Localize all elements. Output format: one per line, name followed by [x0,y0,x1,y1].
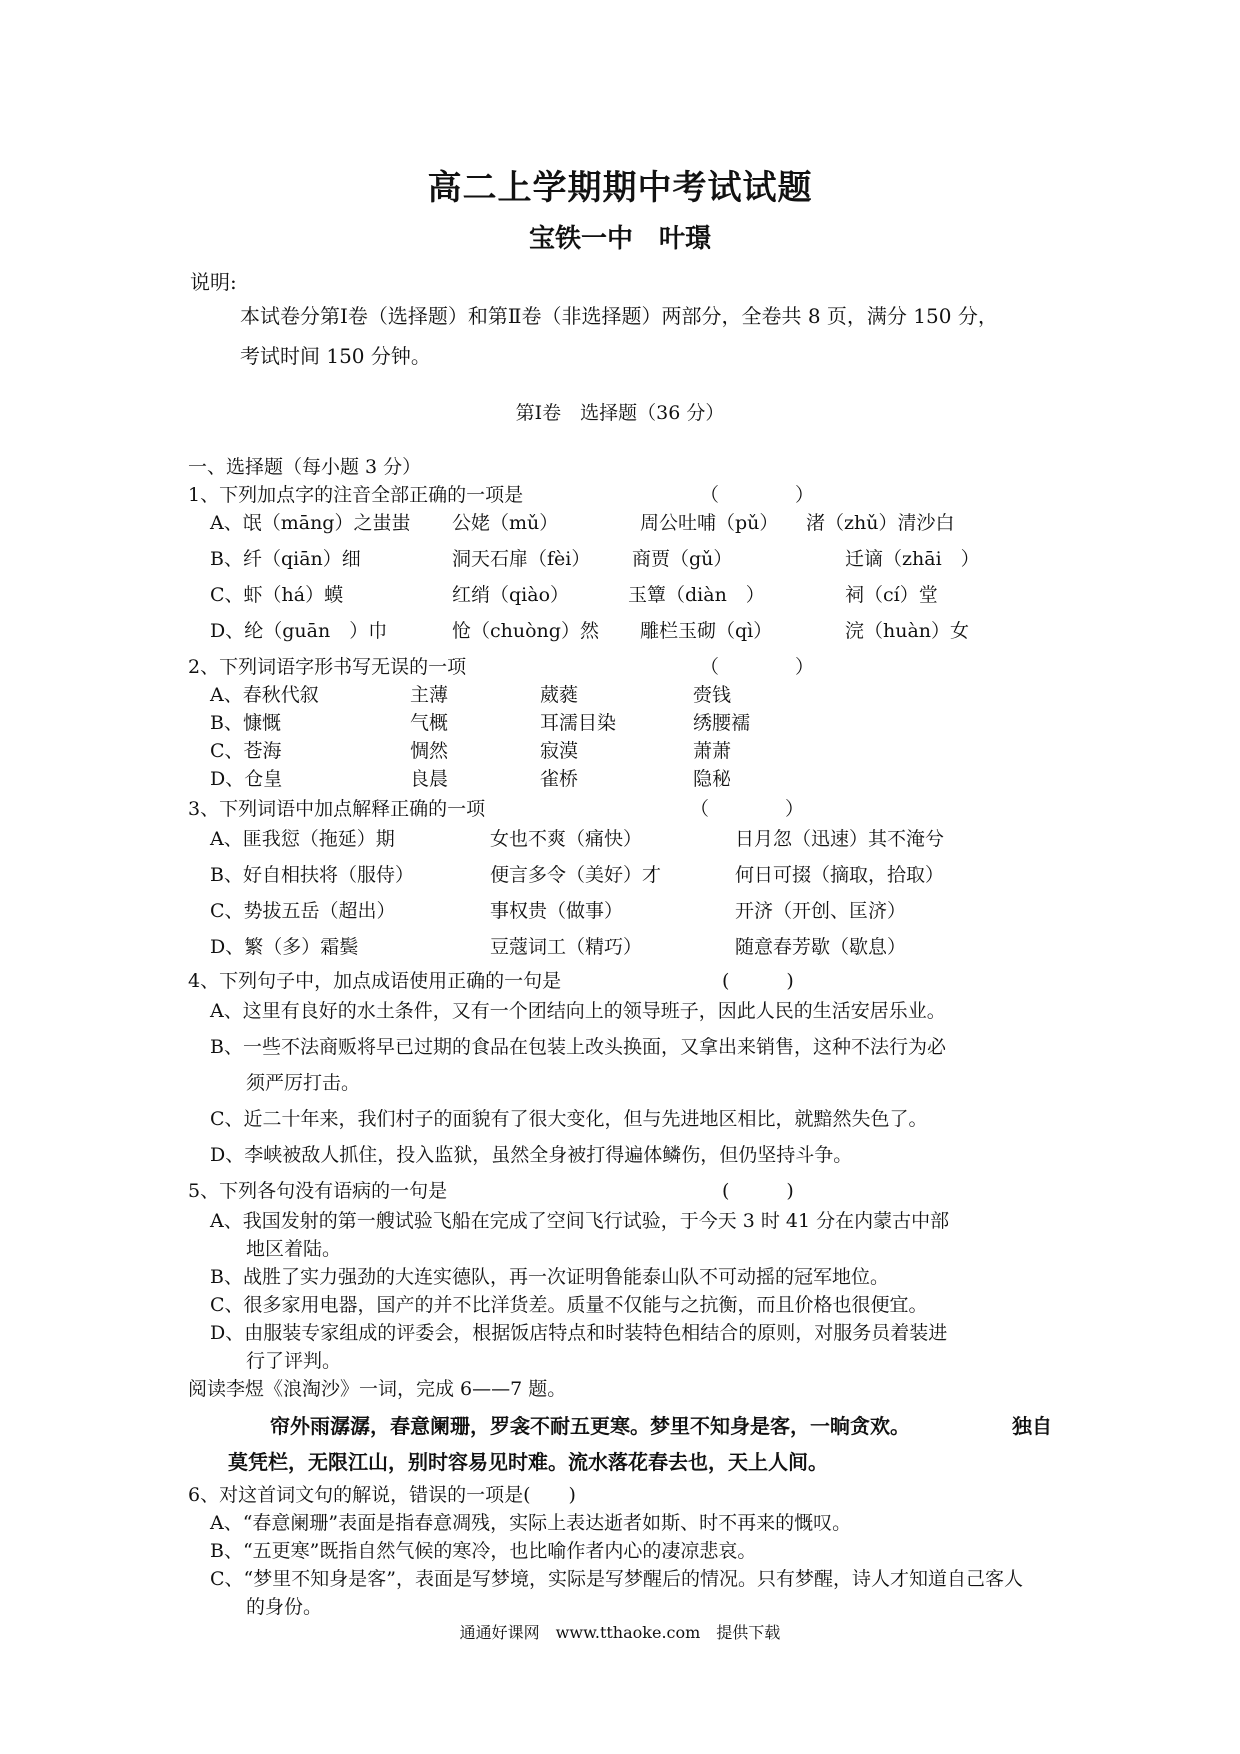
q3-option-a-3: 日月忽（迅速）其不淹兮 [735,828,945,850]
q1-answer-blank: （ ） [700,484,815,506]
q1-option-b-1: B、纤（qiān）细 [210,548,361,570]
q3-stem: 3、下列词语中加点解释正确的一项 [188,798,486,820]
q3-option-c-2: 事权贵（做事） [490,900,624,922]
q4-stem: 4、下列句子中，加点成语使用正确的一句是 [188,970,562,992]
q1-option-a-4: 渚（zhǔ）清沙白 [806,512,955,534]
q1-option-d-4: 浣（huàn）女 [845,620,970,642]
q3-option-b-1: B、好自相扶将（服侍） [210,864,414,886]
q5-option-b: B、战胜了实力强劲的大连实德队，再一次证明鲁能泰山队不可动摇的冠军地位。 [210,1266,889,1288]
q2-option-d-2: 良晨 [410,768,449,790]
q1-option-a-1: A、氓（māng）之蚩蚩 [210,512,411,534]
q3-option-c-1: C、势拔五岳（超出） [210,900,396,922]
q6-option-b: B、“五更寒”既指自然气候的寒冷，也比喻作者内心的凄凉悲哀。 [210,1540,757,1562]
q5-stem: 5、下列各句没有语病的一句是 [188,1180,448,1202]
q3-option-b-2: 便言多令（美好）才 [490,864,662,886]
reading-intro: 阅读李煜《浪淘沙》一词，完成 6——7 题。 [188,1378,567,1400]
q2-stem: 2、下列词语字形书写无误的一项 [188,656,467,678]
footer-credit: 通通好课网 www.tthaoke.com 提供下载 [459,1623,781,1642]
q4-option-d: D、李峡被敌人抓住，投入监狱，虽然全身被打得遍体鳞伤，但仍坚持斗争。 [210,1144,853,1166]
q1-stem: 1、下列加点字的注音全部正确的一项是 [188,484,524,506]
q1-option-d-1: D、纶（guān ）巾 [210,620,388,642]
q2-option-d-4: 隐秘 [693,768,732,790]
q2-option-c-2: 惆然 [410,740,449,762]
q2-answer-blank: （ ） [700,656,815,678]
q2-option-b-4: 绣腰襦 [693,712,751,734]
q6-option-a: A、“春意阑珊”表面是指春意凋残，实际上表达逝者如斯、时不再来的慨叹。 [210,1512,852,1534]
instructions-label: 说明: [190,270,237,294]
q2-option-b-1: B、慷慨 [210,712,281,734]
q3-option-c-3: 开济（开创、匡济） [735,900,907,922]
q1-option-d-2: 怆（chuòng）然 [452,620,599,642]
q1-option-a-3: 周公吐哺（pǔ） [640,512,779,534]
q1-option-b-2: 洞天石扉（fèi） [452,548,591,570]
q4-answer-blank: ( ) [722,970,794,992]
exam-title: 高二上学期期中考试试题 [427,168,813,208]
q3-option-d-2: 豆蔻词工（精巧） [490,936,643,958]
q2-option-a-2: 主薄 [410,684,449,706]
q1-option-c-1: C、虾（há）蟆 [210,584,344,606]
exam-subtitle [0,218,1240,255]
q5-option-d-line-2: 行了评判。 [246,1350,342,1372]
q6-option-c-line-1: C、“梦里不知身是客”，表面是写梦境，实际是写梦醒后的情况。只有梦醒，诗人才知道自己客人 [210,1568,1023,1590]
q4-option-a: A、这里有良好的水土条件，又有一个团结向上的领导班子，因此人民的生活安居乐业。 [210,1000,946,1022]
q3-option-d-1: D、繁（多）霜鬓 [210,936,359,958]
q1-option-c-3: 玉簟（diàn ） [628,584,765,606]
instructions-line-1: 本试卷分第Ⅰ卷（选择题）和第Ⅱ卷（非选择题）两部分，全卷共 8 页，满分 150 分， [240,304,998,328]
q6-stem: 6、对这首词文句的解说，错误的一项是( ) [188,1484,576,1506]
q2-option-c-1: C、苍海 [210,740,282,762]
q5-option-d-line-1: D、由服装专家组成的评委会，根据饭店特点和时装特色相结合的原则，对服务员着装进 [210,1322,948,1344]
q1-option-a-2: 公姥（mǔ） [452,512,559,534]
q3-option-a-1: A、匪我愆（拖延）期 [210,828,395,850]
q3-option-b-3: 何日可掇（摘取，拾取） [735,864,945,886]
poem-line-1-tail: 独自 [1012,1414,1052,1438]
q2-option-b-2: 气概 [410,712,449,734]
q4-option-c: C、近二十年来，我们村子的面貌有了很大变化，但与先进地区相比，就黯然失色了。 [210,1108,928,1130]
instructions-line-2: 考试时间 150 分钟。 [240,344,431,368]
poem-line-2: 莫凭栏，无限江山，别时容易见时难。流水落花春去也，天上人间。 [228,1450,828,1474]
q3-option-d-3: 随意春芳歇（歇息） [735,936,907,958]
section-heading: 一、选择题（每小题 3 分） [188,456,422,478]
q5-option-a-line-1: A、我国发射的第一艘试验飞船在完成了空间飞行试验，于今天 3 时 41 分在内蒙古中部 [210,1210,950,1232]
q1-option-c-2: 红绡（qiào） [452,584,570,606]
q2-option-d-3: 雀桥 [540,768,579,790]
q1-option-b-4: 迁谪（zhāi ） [845,548,980,570]
q2-option-c-4: 萧萧 [693,740,732,762]
q3-answer-blank: （ ） [690,798,805,820]
q1-option-b-3: 商贾（gǔ） [632,548,733,570]
q2-option-a-3: 葳蕤 [540,684,579,706]
q5-option-c: C、很多家用电器，国产的并不比洋货差。质量不仅能与之抗衡，而且价格也很便宜。 [210,1294,928,1316]
q4-option-b-line-1: B、一些不法商贩将早已过期的食品在包装上改头换面，又拿出来销售，这种不法行为必 [210,1036,946,1058]
q2-option-d-1: D、仓皇 [210,768,283,790]
q5-option-a-line-2: 地区着陆。 [246,1238,342,1260]
school-name: 宝铁一中 [528,224,633,254]
q6-option-c-line-2: 的身份。 [246,1596,323,1618]
q5-answer-blank: ( ) [722,1180,794,1202]
q2-option-a-1: A、春秋代叙 [210,684,319,706]
author-name: 叶璟 [659,224,712,254]
q1-option-c-4: 祠（cí）堂 [845,584,938,606]
q1-option-d-3: 雕栏玉砌（qì） [640,620,773,642]
q2-option-b-3: 耳濡目染 [540,712,617,734]
part1-heading: 第Ⅰ卷 选择题（36 分） [515,402,725,424]
q4-option-b-line-2: 须严厉打击。 [246,1072,361,1094]
q3-option-a-2: 女也不爽（痛快） [490,828,643,850]
q2-option-a-4: 赍钱 [693,684,732,706]
poem-line-1: 帘外雨潺潺，春意阑珊，罗衾不耐五更寒。梦里不知身是客，一晌贪欢。 [270,1414,910,1438]
q2-option-c-3: 寂漠 [540,740,579,762]
